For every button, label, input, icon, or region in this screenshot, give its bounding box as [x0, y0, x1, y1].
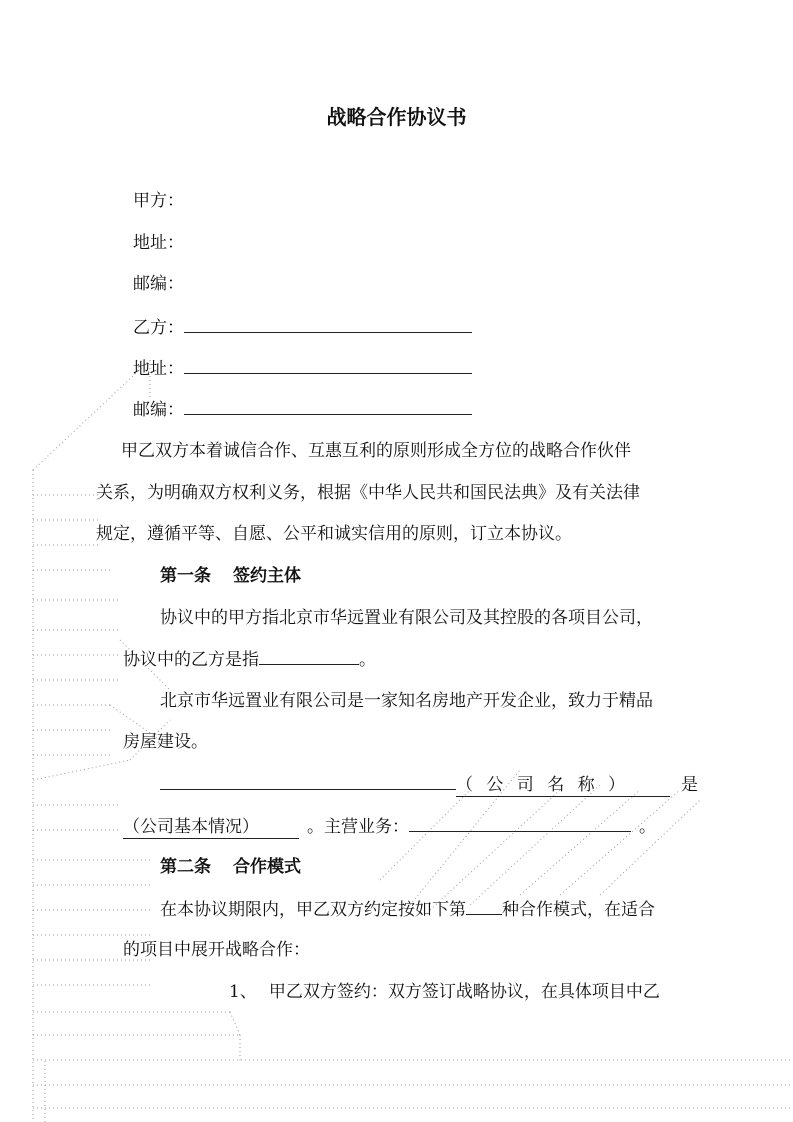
end-mark: 。 — [639, 817, 656, 837]
main-business-blank[interactable] — [409, 815, 631, 832]
article-2-number: 第二条 — [160, 857, 211, 877]
party-a-line — [133, 190, 184, 212]
document-title: 战略合作协议书 — [326, 105, 467, 129]
article-1-p1-line-1: 协议中的甲方指北京市华远置业有限公司及其控股的各项目公司， — [160, 608, 653, 628]
company-info-line — [123, 815, 656, 839]
item-1-text: 甲乙双方签约：双方签订战略协议，在具体项目中乙 — [268, 982, 660, 1002]
basic-info-placeholder[interactable]: （公司基本情况） — [123, 816, 299, 839]
party-a-address-line — [133, 232, 184, 254]
article-2-p1-line-2: 的项目中展开战略合作： — [123, 940, 310, 960]
article-2-item-1 — [229, 981, 660, 1003]
article-2-p1-line-1 — [160, 898, 655, 921]
party-b-address-label: 地址： — [133, 359, 184, 379]
party-a-address-label: 地址： — [133, 233, 184, 253]
cooperation-mode-blank[interactable] — [466, 898, 502, 915]
party-a-postcode-label: 邮编： — [133, 274, 184, 294]
article-1-p1-line-2 — [123, 648, 376, 671]
company-name-blank[interactable] — [160, 773, 456, 790]
cooperation-mode-prefix: 在本协议期限内，甲乙双方约定按如下第 — [160, 900, 466, 920]
party-b-address-blank[interactable] — [184, 357, 472, 374]
article-1-title: 签约主体 — [233, 566, 301, 586]
intro-line-1: 甲乙双方本着诚信合作、互惠互利的原则形成全方位的战略合作伙伴 — [121, 441, 631, 461]
company-name-placeholder: （ 公 司 名 称 ） — [456, 774, 670, 797]
party-b-postcode-blank[interactable] — [184, 398, 472, 415]
party-b-line — [133, 316, 472, 339]
article-2-heading — [160, 856, 301, 878]
party-a-label: 甲方： — [133, 191, 184, 211]
intro-line-2: 关系，为明确双方权利义务，根据《中华人民共和国民法典》及有关法律 — [96, 483, 640, 503]
party-b-blank[interactable] — [184, 316, 472, 333]
party-a-postcode-line — [133, 273, 184, 295]
period: 。 — [359, 650, 376, 670]
party-b-postcode-line — [133, 398, 472, 421]
article-2-title: 合作模式 — [233, 857, 301, 877]
company-name-line — [160, 773, 698, 797]
party-b-refers-to-blank[interactable] — [259, 648, 359, 665]
item-1-number: 1、 — [229, 982, 257, 1002]
party-b-label: 乙方： — [133, 318, 184, 338]
article-1-number: 第一条 — [160, 566, 211, 586]
article-1-p2-line-2: 房屋建设。 — [123, 732, 208, 752]
article-1-p2-line-1: 北京市华远置业有限公司是一家知名房地产开发企业，致力于精品 — [160, 691, 653, 711]
is-word: 是 — [681, 775, 698, 795]
main-business-label: 。主营业务： — [307, 817, 409, 837]
intro-line-3: 规定，遵循平等、自愿、公平和诚实信用的原则，订立本协议。 — [96, 524, 572, 544]
party-b-address-line — [133, 357, 472, 380]
party-b-postcode-label: 邮编： — [133, 400, 184, 420]
cooperation-mode-suffix: 种合作模式，在适合 — [502, 900, 655, 920]
party-b-refers-to-label: 协议中的乙方是指 — [123, 650, 259, 670]
article-1-heading — [160, 565, 301, 587]
